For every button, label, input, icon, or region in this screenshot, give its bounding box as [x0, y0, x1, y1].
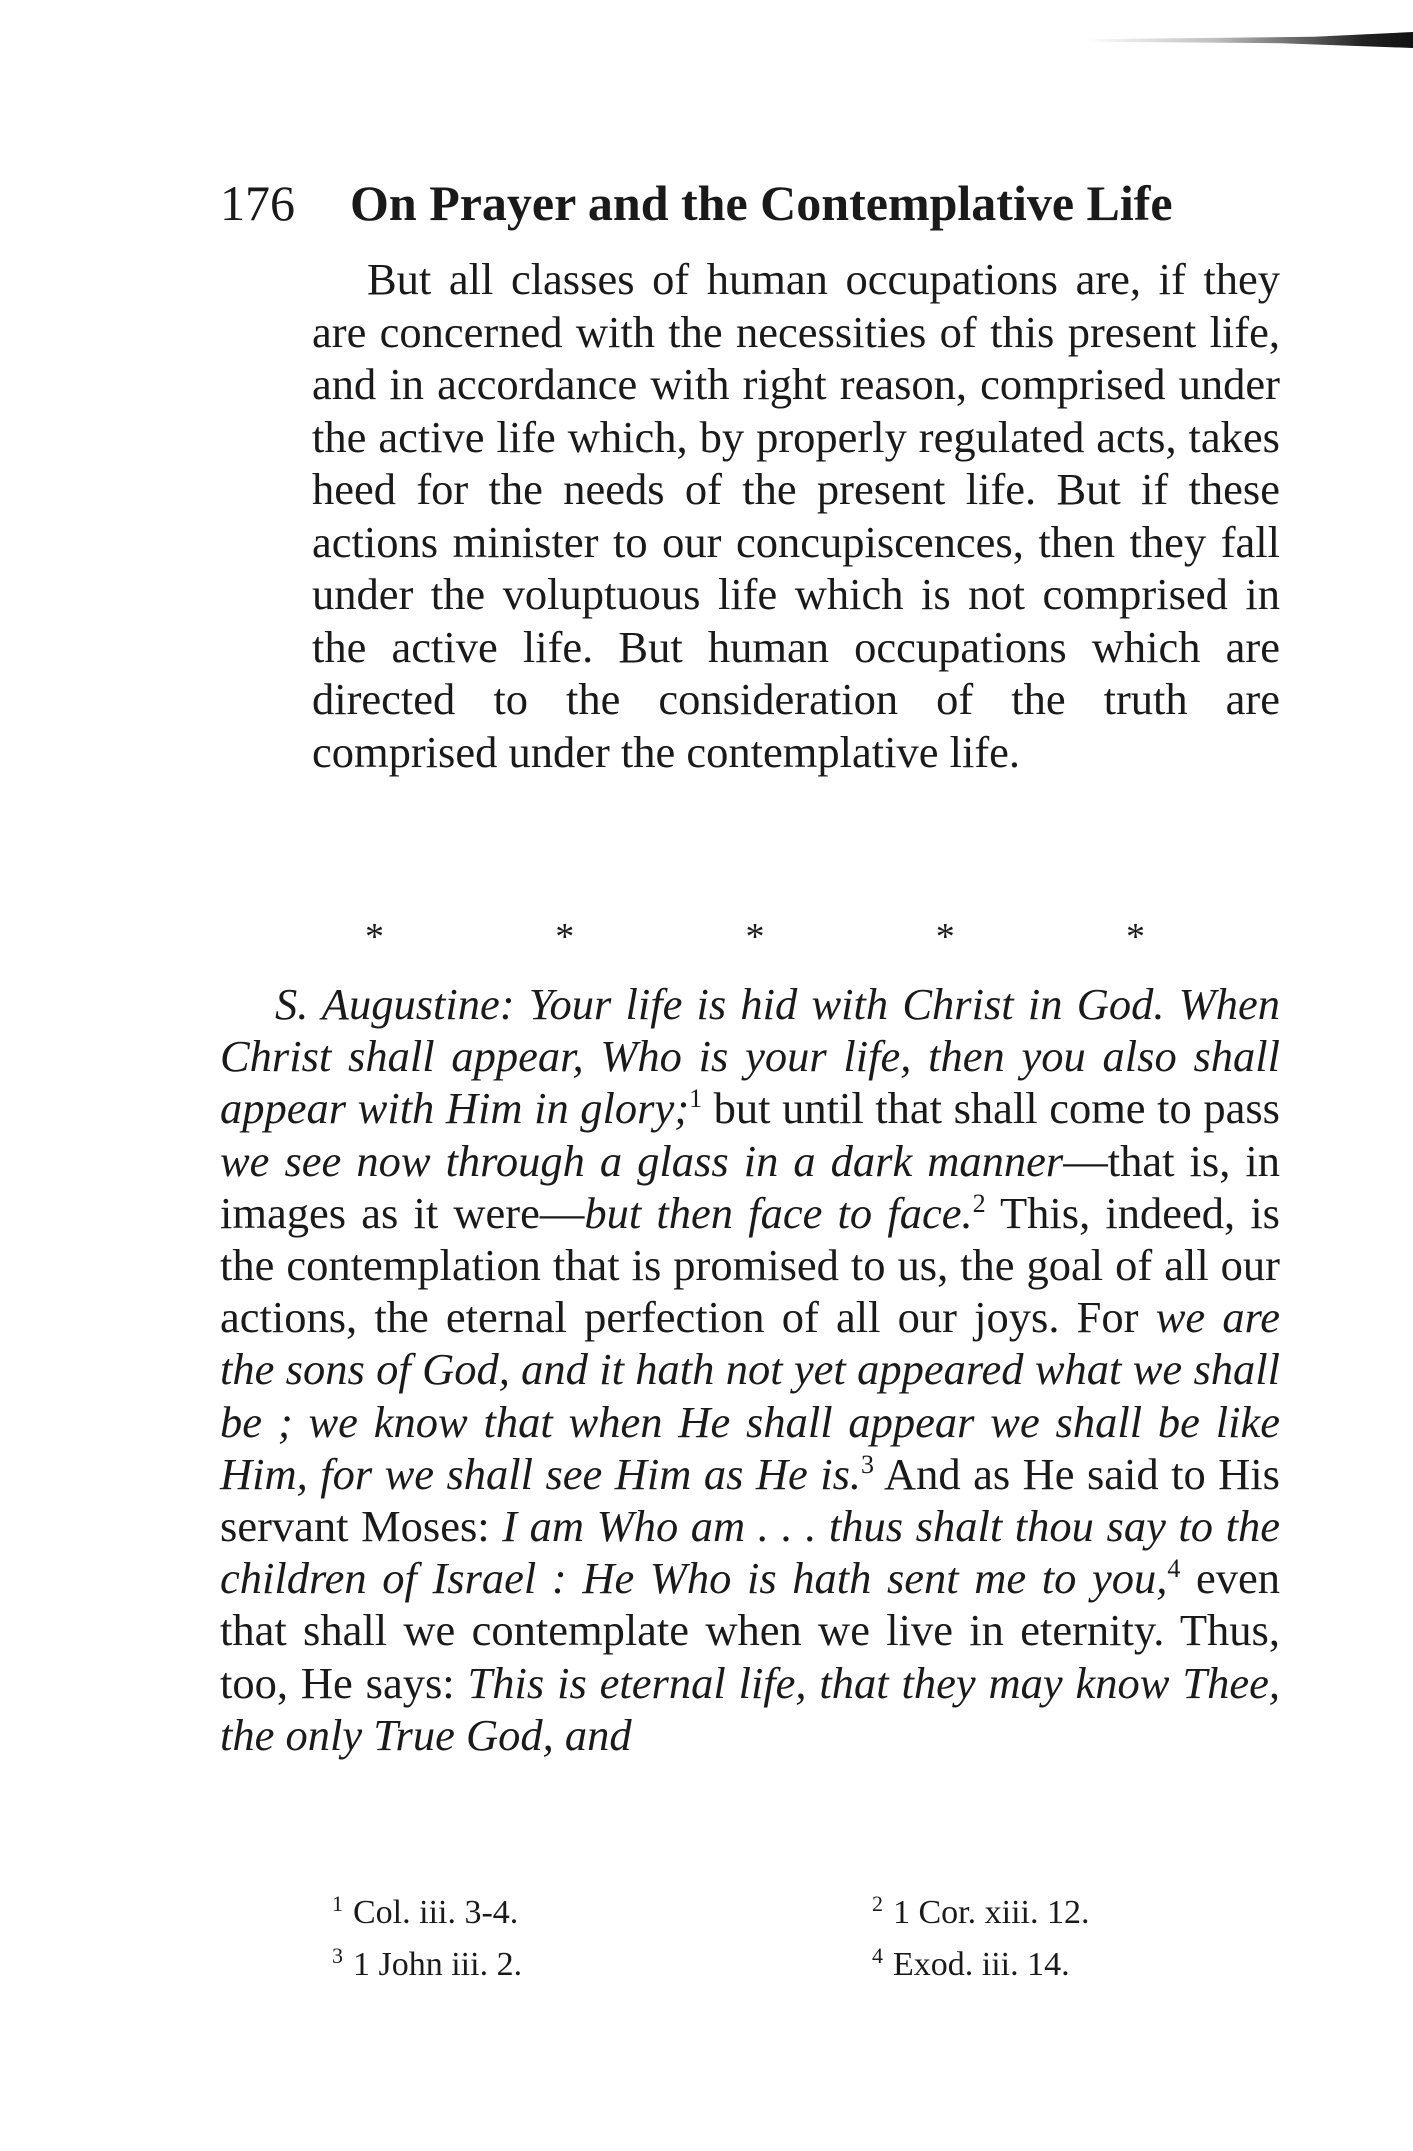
- running-title: On Prayer and the Contemplative Life: [350, 175, 1173, 231]
- text-span: even that shall we contemplate when we live in eternity. Thus, too, He says:: [220, 1553, 1280, 1708]
- footnote-ref: 2: [972, 1188, 986, 1218]
- separator-star: *: [745, 916, 765, 958]
- footnote: [872, 1890, 1192, 1936]
- quotation: I am Who am . . . thus shalt thou say to the children of Israel : He Who is hath sent me to you: [220, 1501, 1280, 1604]
- page-number: 176: [220, 175, 295, 231]
- text-span: :: [499, 979, 529, 1029]
- footnote-ref: 1: [689, 1084, 703, 1114]
- paragraph-augustine: [220, 978, 1280, 1761]
- footnote-ref: 3: [861, 1450, 875, 1479]
- text-span: And as He said to His servant Moses:: [220, 1448, 1280, 1552]
- footnote-number: 4: [872, 1942, 883, 1968]
- text-span: but until that shall come to pass: [702, 1083, 1280, 1134]
- footnote: [872, 1942, 1192, 1988]
- quotation: Your life is hid with Christ in God. When Christ shall appear, Who is your life, then you also shall appear with Him in glory: [220, 979, 1280, 1134]
- separator-star: *: [1126, 916, 1145, 958]
- footnote-text: Col. iii. 3-4.: [353, 1894, 519, 1931]
- scan-edge-mark: [1083, 32, 1413, 48]
- footnote-text: 1 Cor. xiii. 12.: [893, 1894, 1090, 1931]
- separator-star: *: [365, 916, 384, 958]
- footnote-text: Exod. iii. 14.: [893, 1946, 1070, 1983]
- running-head: [220, 168, 1280, 238]
- quotation: we see now through a glass in a dark manner: [220, 1135, 1064, 1186]
- footnote-number: 3: [332, 1942, 343, 1968]
- footnote-number: 2: [872, 1890, 883, 1916]
- footnote-ref: 4: [1167, 1554, 1181, 1584]
- separator-star: *: [555, 916, 575, 958]
- quotation: but then face to face: [584, 1187, 962, 1238]
- section-separator: [365, 912, 1145, 962]
- text-span: This, indeed, is the contemplation that is promised to us, the goal of all our actions, the eternal perfection of all our joys. For: [220, 1187, 1280, 1343]
- text-span: —that is, in images as it were—: [220, 1135, 1280, 1238]
- quotation: This is eternal life, that they may know Thee, the only True God, and: [220, 1657, 1280, 1760]
- quotation: we are the sons of God, and it hath not yet appeared what we shall be ; we know that when He shall appear we shall be like Him, for we shall see Him as He is: [220, 1292, 1280, 1499]
- speaker-name: S. Augustine: [275, 979, 500, 1029]
- text-span: ;: [674, 1083, 690, 1134]
- footnotes: [332, 1890, 1192, 1988]
- footnote: [332, 1942, 872, 1988]
- footnote-number: 1: [332, 1890, 343, 1916]
- text-span: ,: [1156, 1553, 1168, 1604]
- paragraph-active-life: But all classes of human occupations are, if they are concerned with the necessities of this present life, and in accordance with right reason, comprised under the active life which, by properly regulated acts, takes heed for the needs of the present life. But if these actions minister to our concupiscences, then they fall under the voluptuous life which is not comprised in the active life. But human occupations which are directed to the consideration of the truth are comprised under the contemplative life.: [312, 254, 1280, 777]
- text-span: .: [961, 1187, 973, 1238]
- separator-star: *: [935, 916, 955, 958]
- footnote-text: 1 John iii. 2.: [353, 1946, 523, 1983]
- text-span: .: [849, 1448, 862, 1499]
- footnote: [332, 1890, 872, 1936]
